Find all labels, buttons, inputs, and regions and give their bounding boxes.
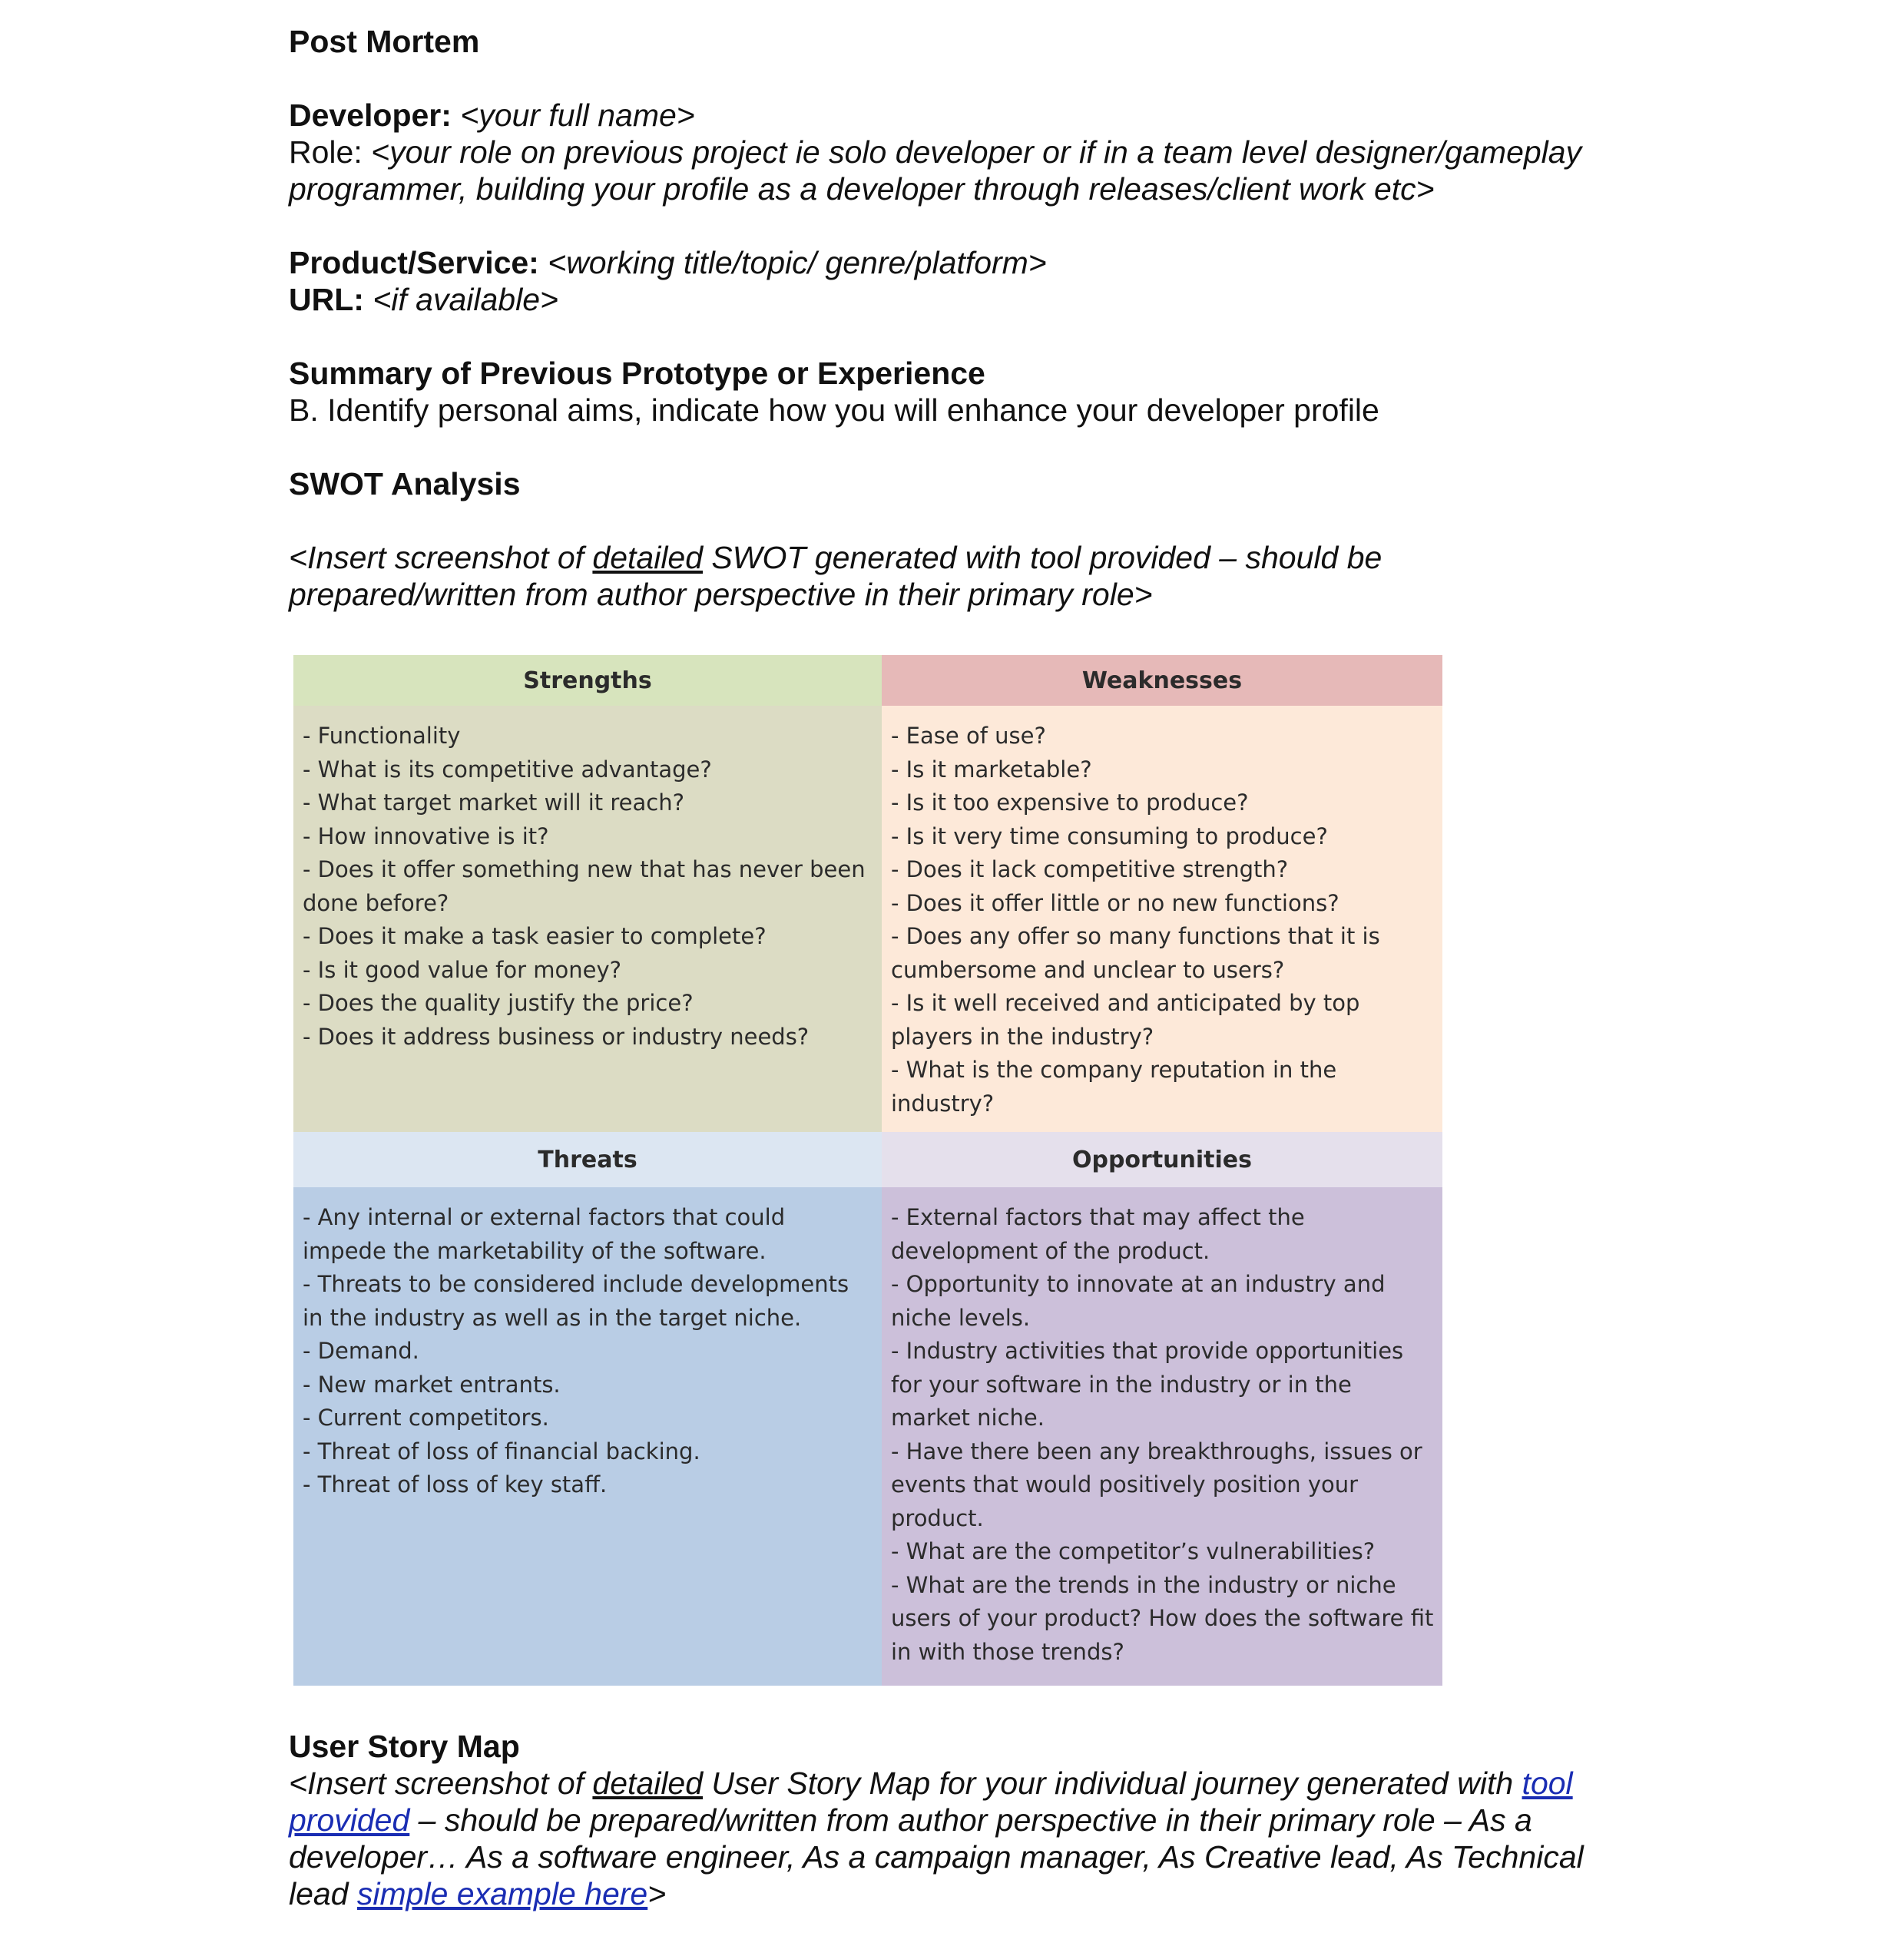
- usm-detailed: detailed: [592, 1766, 704, 1801]
- opportunities-list: [891, 1201, 1435, 1669]
- list-item: - Does it offer something new that has never been done before?: [303, 856, 866, 916]
- developer-label: Developer:: [289, 98, 452, 133]
- usm-text-1: <Insert screenshot of: [289, 1766, 593, 1801]
- list-item: - Does it address business or industry needs?: [303, 1023, 810, 1050]
- usm-paragraph: [289, 1765, 1641, 1912]
- list-item: - New market entrants.: [303, 1371, 561, 1398]
- list-item: - Does it offer little or no new functions?: [891, 889, 1339, 916]
- list-item: - Have there been any breakthroughs, issues or events that would positively position your product.: [891, 1438, 1422, 1531]
- user-story-map-section: [289, 1728, 1641, 1912]
- list-item: - Any internal or external factors that could impede the marketability of the software.: [303, 1204, 786, 1264]
- strengths-list: [303, 720, 874, 1054]
- usm-heading: User Story Map: [289, 1729, 520, 1764]
- list-item: - What target market will it reach?: [303, 789, 684, 816]
- role-label: Role:: [289, 134, 363, 170]
- list-item: - Threat of loss of key staff.: [303, 1471, 608, 1498]
- swot-grid: [293, 655, 1442, 1686]
- list-item: - What are the competitor’s vulnerabilities?: [891, 1538, 1376, 1564]
- swot-heading: SWOT Analysis: [289, 466, 521, 501]
- swot-instruction-2: prepared/written from author perspective in their primary role>: [289, 577, 1153, 612]
- swot-instr-a: <Insert screenshot of: [289, 540, 593, 575]
- summary-text: B. Identify personal aims, indicate how you will enhance your developer profile: [289, 392, 1379, 428]
- weaknesses-header: Weaknesses: [882, 655, 1442, 706]
- list-item: - Is it very time consuming to produce?: [891, 822, 1328, 849]
- list-item: - Threat of loss of financial backing.: [303, 1438, 700, 1464]
- list-item: - Does it lack competitive strength?: [891, 856, 1289, 882]
- usm-text-4: >: [647, 1876, 667, 1911]
- list-item: - What is its competitive advantage?: [303, 756, 712, 783]
- list-item: - Does it make a task easier to complete?: [303, 923, 767, 949]
- url-value: <if available>: [373, 282, 558, 317]
- list-item: - External factors that may affect the development of the product.: [891, 1204, 1305, 1264]
- opportunities-header: Opportunities: [882, 1132, 1442, 1187]
- list-item: - How innovative is it?: [303, 822, 549, 849]
- list-item: - Industry activities that provide opportunities for your software in the industry or in the market niche.: [891, 1338, 1404, 1431]
- url-line: [289, 281, 1641, 318]
- weaknesses-cell: [882, 706, 1442, 1132]
- list-item: - Is it well received and anticipated by top players in the industry?: [891, 990, 1360, 1050]
- list-item: - Is it marketable?: [891, 756, 1092, 783]
- product-value: <working title/topic/ genre/platform>: [548, 245, 1047, 280]
- swot-instr-b: SWOT generated with tool provided – should be: [703, 540, 1382, 575]
- list-item: - Is it too expensive to produce?: [891, 789, 1249, 816]
- list-item: - Ease of use?: [891, 723, 1046, 749]
- list-item: - Threats to be considered include developments in the industry as well as in the target niche.: [303, 1271, 849, 1331]
- strengths-cell: [293, 706, 882, 1132]
- document-page: [289, 23, 1641, 613]
- summary-heading: Summary of Previous Prototype or Experience: [289, 356, 985, 391]
- swot-instr-detailed: detailed: [592, 540, 704, 575]
- list-item: - Does the quality justify the price?: [303, 990, 694, 1016]
- opportunities-cell: [882, 1187, 1442, 1686]
- product-label: Product/Service:: [289, 245, 539, 280]
- product-line: [289, 244, 1641, 281]
- weaknesses-list: [891, 720, 1435, 1120]
- list-item: - Demand.: [303, 1338, 419, 1364]
- list-item: - Opportunity to innovate at an industry and niche levels.: [891, 1271, 1386, 1331]
- role-line: [289, 134, 1641, 170]
- developer-line: [289, 97, 1641, 134]
- threats-list: [303, 1201, 874, 1502]
- simple-example-link[interactable]: simple example here: [356, 1876, 648, 1911]
- usm-text-3: – should be prepared/written from author perspective in their primary role – As a developer… As a software engineer, As a campaign manager, As Creative lead, As Technical lead: [289, 1802, 1584, 1911]
- developer-value: <your full name>: [460, 98, 695, 133]
- list-item: - Does any offer so many functions that it is cumbersome and unclear to users?: [891, 923, 1380, 983]
- tool-provided-link[interactable]: tool provided: [289, 1766, 1573, 1838]
- url-label: URL:: [289, 282, 364, 317]
- swot-instruction-1: [289, 539, 1641, 576]
- list-item: - What is the company reputation in the industry?: [891, 1057, 1337, 1117]
- list-item: - What are the trends in the industry or niche users of your product? How does the software fit in with those trends?: [891, 1571, 1434, 1665]
- list-item: - Functionality: [303, 723, 461, 749]
- strengths-header: Strengths: [293, 655, 882, 706]
- page-title: Post Mortem: [289, 24, 480, 59]
- usm-text-2: User Story Map for your individual journey generated with: [703, 1766, 1522, 1801]
- threats-cell: [293, 1187, 882, 1686]
- role-value-2: programmer, building your profile as a developer through releases/client work etc>: [289, 171, 1435, 207]
- threats-header: Threats: [293, 1132, 882, 1187]
- role-value-1: <your role on previous project ie solo developer or if in a team level designer/gameplay: [371, 134, 1582, 170]
- list-item: - Is it good value for money?: [303, 956, 622, 983]
- list-item: - Current competitors.: [303, 1405, 549, 1431]
